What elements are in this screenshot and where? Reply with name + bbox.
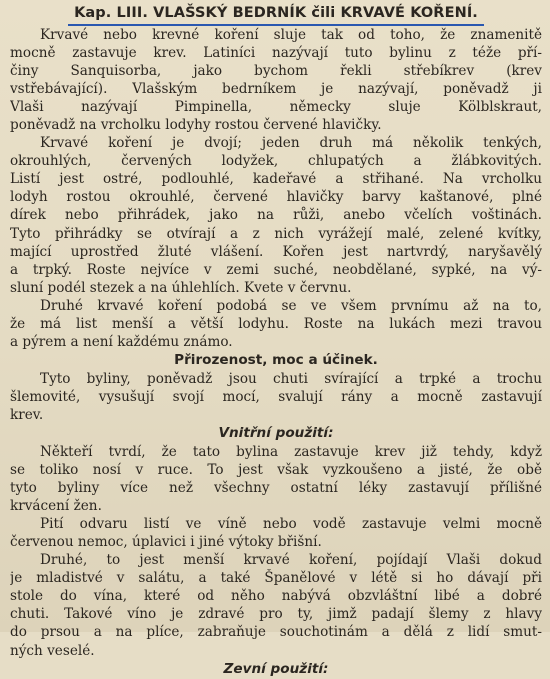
text-line: do prsou a na plíce, zabraňuje souchotinám a dělá z lidí smut- (10, 624, 542, 641)
text-line: Pití odvaru listí ve víně nebo vodě zastavuje velmi mocně (40, 516, 542, 533)
text-line: je mladistvé v salátu, a také Španělové v létě si ho dávají při (10, 570, 542, 587)
text-line: Vlaši nazývají Pimpinella, německy sluje Kölblskraut, (10, 99, 542, 116)
text-line: Krvavé nebo krevné koření sluje tak od toho, že znamenitě (40, 27, 542, 43)
text-line: krvácení žen. (10, 498, 102, 515)
text-line: a pýrem a není každému známo. (10, 333, 233, 350)
text-line: sluní podél stezek a na úhlehlích. Kvete v červnu. (10, 279, 352, 296)
text-line: vstřebávající). Vlašským bedrníkem je nazývají, poněvadž ji (10, 81, 542, 98)
chapter-title: Kap. LIII. VLAŠSKÝ BEDRNÍK čili KRVAVÉ KOŘENÍ. (68, 4, 484, 26)
paragraph-origin (10, 26, 542, 134)
text-line: se toliko nosí v ruce. To jest však vyzkoušeno a jisté, že obě (10, 462, 542, 479)
paragraph-second-kind (10, 297, 542, 351)
section-heading-internal-use: Vnitřní použití: (218, 424, 334, 441)
section-heading-properties: Přirozenost, moc a účinek. (174, 351, 378, 368)
text-line: šlemovité, vysušují svojí mocí, svalují rány a mocně zastavují (10, 388, 542, 405)
text-line: červenou nemoc, úplavici i jiné výtoky břišní. (10, 534, 322, 551)
text-line: tyto byliny více než všechny ostatní léky zastavují přílišné (10, 480, 542, 497)
text-line: krev. (10, 406, 44, 423)
paragraph-internal-2 (10, 515, 542, 551)
text-line: poněvadž na vrcholku lodyhy rostou červené hlavičky. (10, 117, 382, 134)
text-line: mocně zastavuje krev. Latiníci nazývají tuto bylinu z téže pří- (10, 45, 542, 62)
text-line: ných veselé. (10, 642, 95, 659)
text-line: Krvavé koření je dvojí; jeden druh má několik tenkých, (40, 135, 542, 152)
text-line: lodyh rostou okrouhlé, červené hlavičky barvy kaštanové, plné (10, 189, 542, 206)
text-line: okrouhlých, červených lodyžek, chlupatých a žlábkovitých. (10, 153, 542, 170)
text-line: Někteří tvrdí, že tato bylina zastavuje krev již tehdy, když (40, 443, 542, 460)
section-heading-external-use: Zevní použití: (223, 660, 329, 677)
text-line: Listí jest ostré, podlouhlé, kadeřavé a střihané. Na vrcholku (10, 171, 542, 188)
text-line: mající uprostřed žluté vlášení. Kořen jest nartvrdý, naryšavělý (10, 243, 542, 260)
chapter-title-wrap (10, 2, 542, 26)
text-line: činy Sanquisorba, jako bychom řekli střebíkrev (krev (10, 63, 542, 80)
paragraph-internal-3 (10, 551, 542, 659)
text-line: a trpký. Roste nejvíce v zemi suché, neobdělané, sypké, na vý- (10, 261, 542, 278)
text-line: stole do vína, které od něho nabývá obzvláštní libé a dobré (10, 588, 542, 605)
text-line: Tyto přihrádky se otvírají a z nich vyrážejí malé, zelené kvítky, (10, 225, 542, 242)
paragraph-effects (10, 370, 542, 424)
text-line: Tyto byliny, poněvadž jsou chuti svírající a trpké a trochu (40, 370, 542, 387)
paragraph-description (10, 134, 542, 296)
text-line: že má list menší a větší lodyhu. Roste na lukách mezi travou (10, 315, 542, 332)
paragraph-internal-1 (10, 443, 542, 515)
text-line: Druhé, to jest menší krvavé koření, pojídají Vlaši dokud (40, 552, 542, 569)
text-line: Druhé krvavé koření podobá se ve všem prvnímu až na to, (40, 297, 542, 314)
text-line: chuti. Takové víno je zdravé pro ty, jimž padají šlemy z hlavy (10, 606, 542, 623)
text-line: dírek nebo přihrádek, jako na růži, anebo včelích voštinách. (10, 207, 542, 224)
